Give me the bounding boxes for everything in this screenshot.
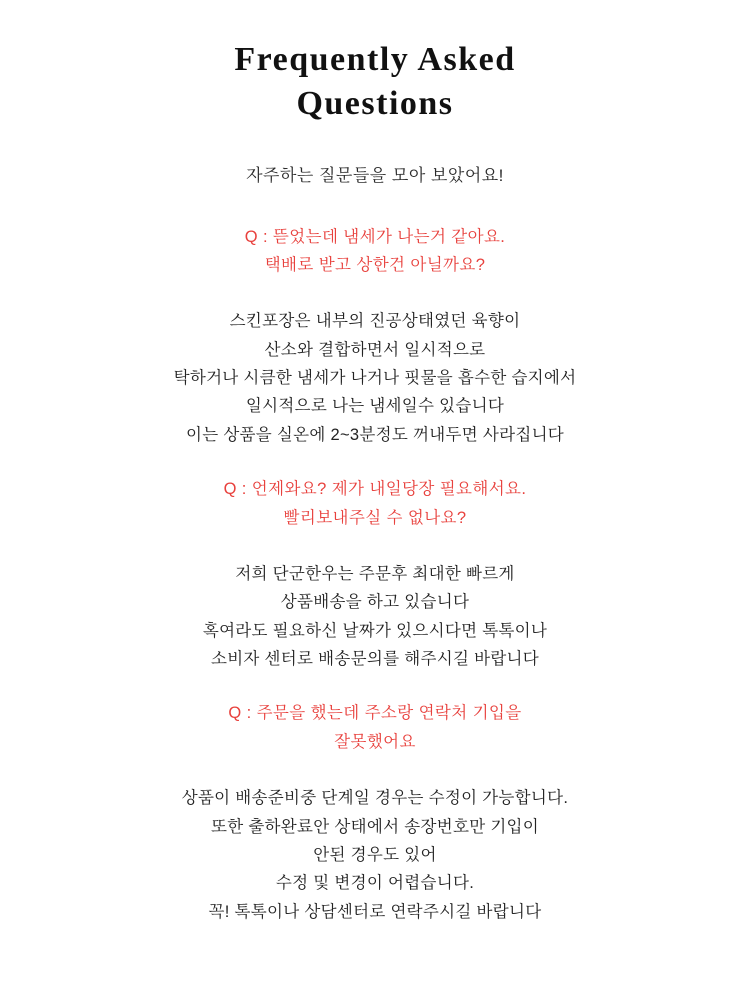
faq-answer-3-line-2: 또한 출하완료안 상태에서 송장번호만 기입이	[210, 817, 540, 836]
faq-question-3-line-2: 잘못했어요	[334, 732, 416, 751]
faq-answer-2-line-1: 저희 단군한우는 주문후 최대한 빠르게	[235, 564, 515, 583]
page-title-line-2: Questions	[296, 84, 454, 122]
faq-answer-1-line-1: 스킨포장은 내부의 진공상태였던 육향이	[229, 312, 521, 331]
faq-answer-2-line-2: 상품배송을 하고 있습니다	[280, 593, 470, 612]
faq-question-1-line-1: Q : 뜯었는데 냄세가 나는거 같아요.	[244, 227, 506, 246]
spacer	[20, 279, 730, 307]
faq-answer-3	[20, 784, 730, 926]
spacer	[20, 756, 730, 784]
page-title	[234, 38, 515, 125]
faq-question-1-line-2: 택배로 받고 상한건 아닐까요?	[264, 255, 486, 274]
faq-answer-3-line-4: 수정 및 변경이 어렵습니다.	[275, 874, 475, 893]
faq-answer-1-line-5: 이는 상품을 실온에 2~3분정도 꺼내두면 사라집니다	[185, 425, 565, 444]
faq-item-1	[20, 223, 730, 450]
faq-answer-1-line-4: 일시적으로 나는 냄세일수 있습니다	[245, 397, 505, 416]
faq-answer-3-line-1: 상품이 배송준비중 단계일 경우는 수정이 가능합니다.	[181, 789, 569, 808]
faq-question-3	[20, 699, 730, 756]
faq-answer-3-line-5: 꼭! 톡톡이나 상담센터로 연락주시길 바랍니다	[208, 902, 542, 921]
faq-question-3-line-1: Q : 주문을 했는데 주소랑 연락처 기입을	[228, 704, 522, 723]
spacer	[20, 532, 730, 560]
faq-question-1	[20, 223, 730, 280]
page-title-line-1: Frequently Asked	[234, 41, 516, 78]
faq-answer-3-line-3: 안된 경우도 있어	[313, 845, 437, 864]
faq-question-2-line-2: 빨리보내주실 수 없나요?	[283, 508, 467, 527]
faq-item-2	[20, 475, 730, 673]
faq-answer-2-line-4: 소비자 센터로 배송문의를 해주시길 바랍니다	[210, 650, 540, 669]
faq-answer-2	[20, 560, 730, 674]
faq-question-2-line-1: Q : 언제와요? 제가 내일당장 필요해서요.	[223, 480, 527, 499]
faq-answer-1	[20, 307, 730, 449]
faq-item-3	[20, 699, 730, 926]
faq-answer-1-line-2: 산소와 결합하면서 일시적으로	[264, 340, 486, 359]
faq-answer-2-line-3: 혹여라도 필요하신 날짜가 있으시다면 톡톡이나	[202, 621, 548, 640]
intro-text: 자주하는 질문들을 모아 보았어요!	[246, 166, 504, 186]
faq-answer-1-line-3: 탁하거나 시큼한 냄세가 나거나 핏물을 흡수한 습지에서	[173, 369, 577, 388]
faq-question-2	[20, 475, 730, 532]
